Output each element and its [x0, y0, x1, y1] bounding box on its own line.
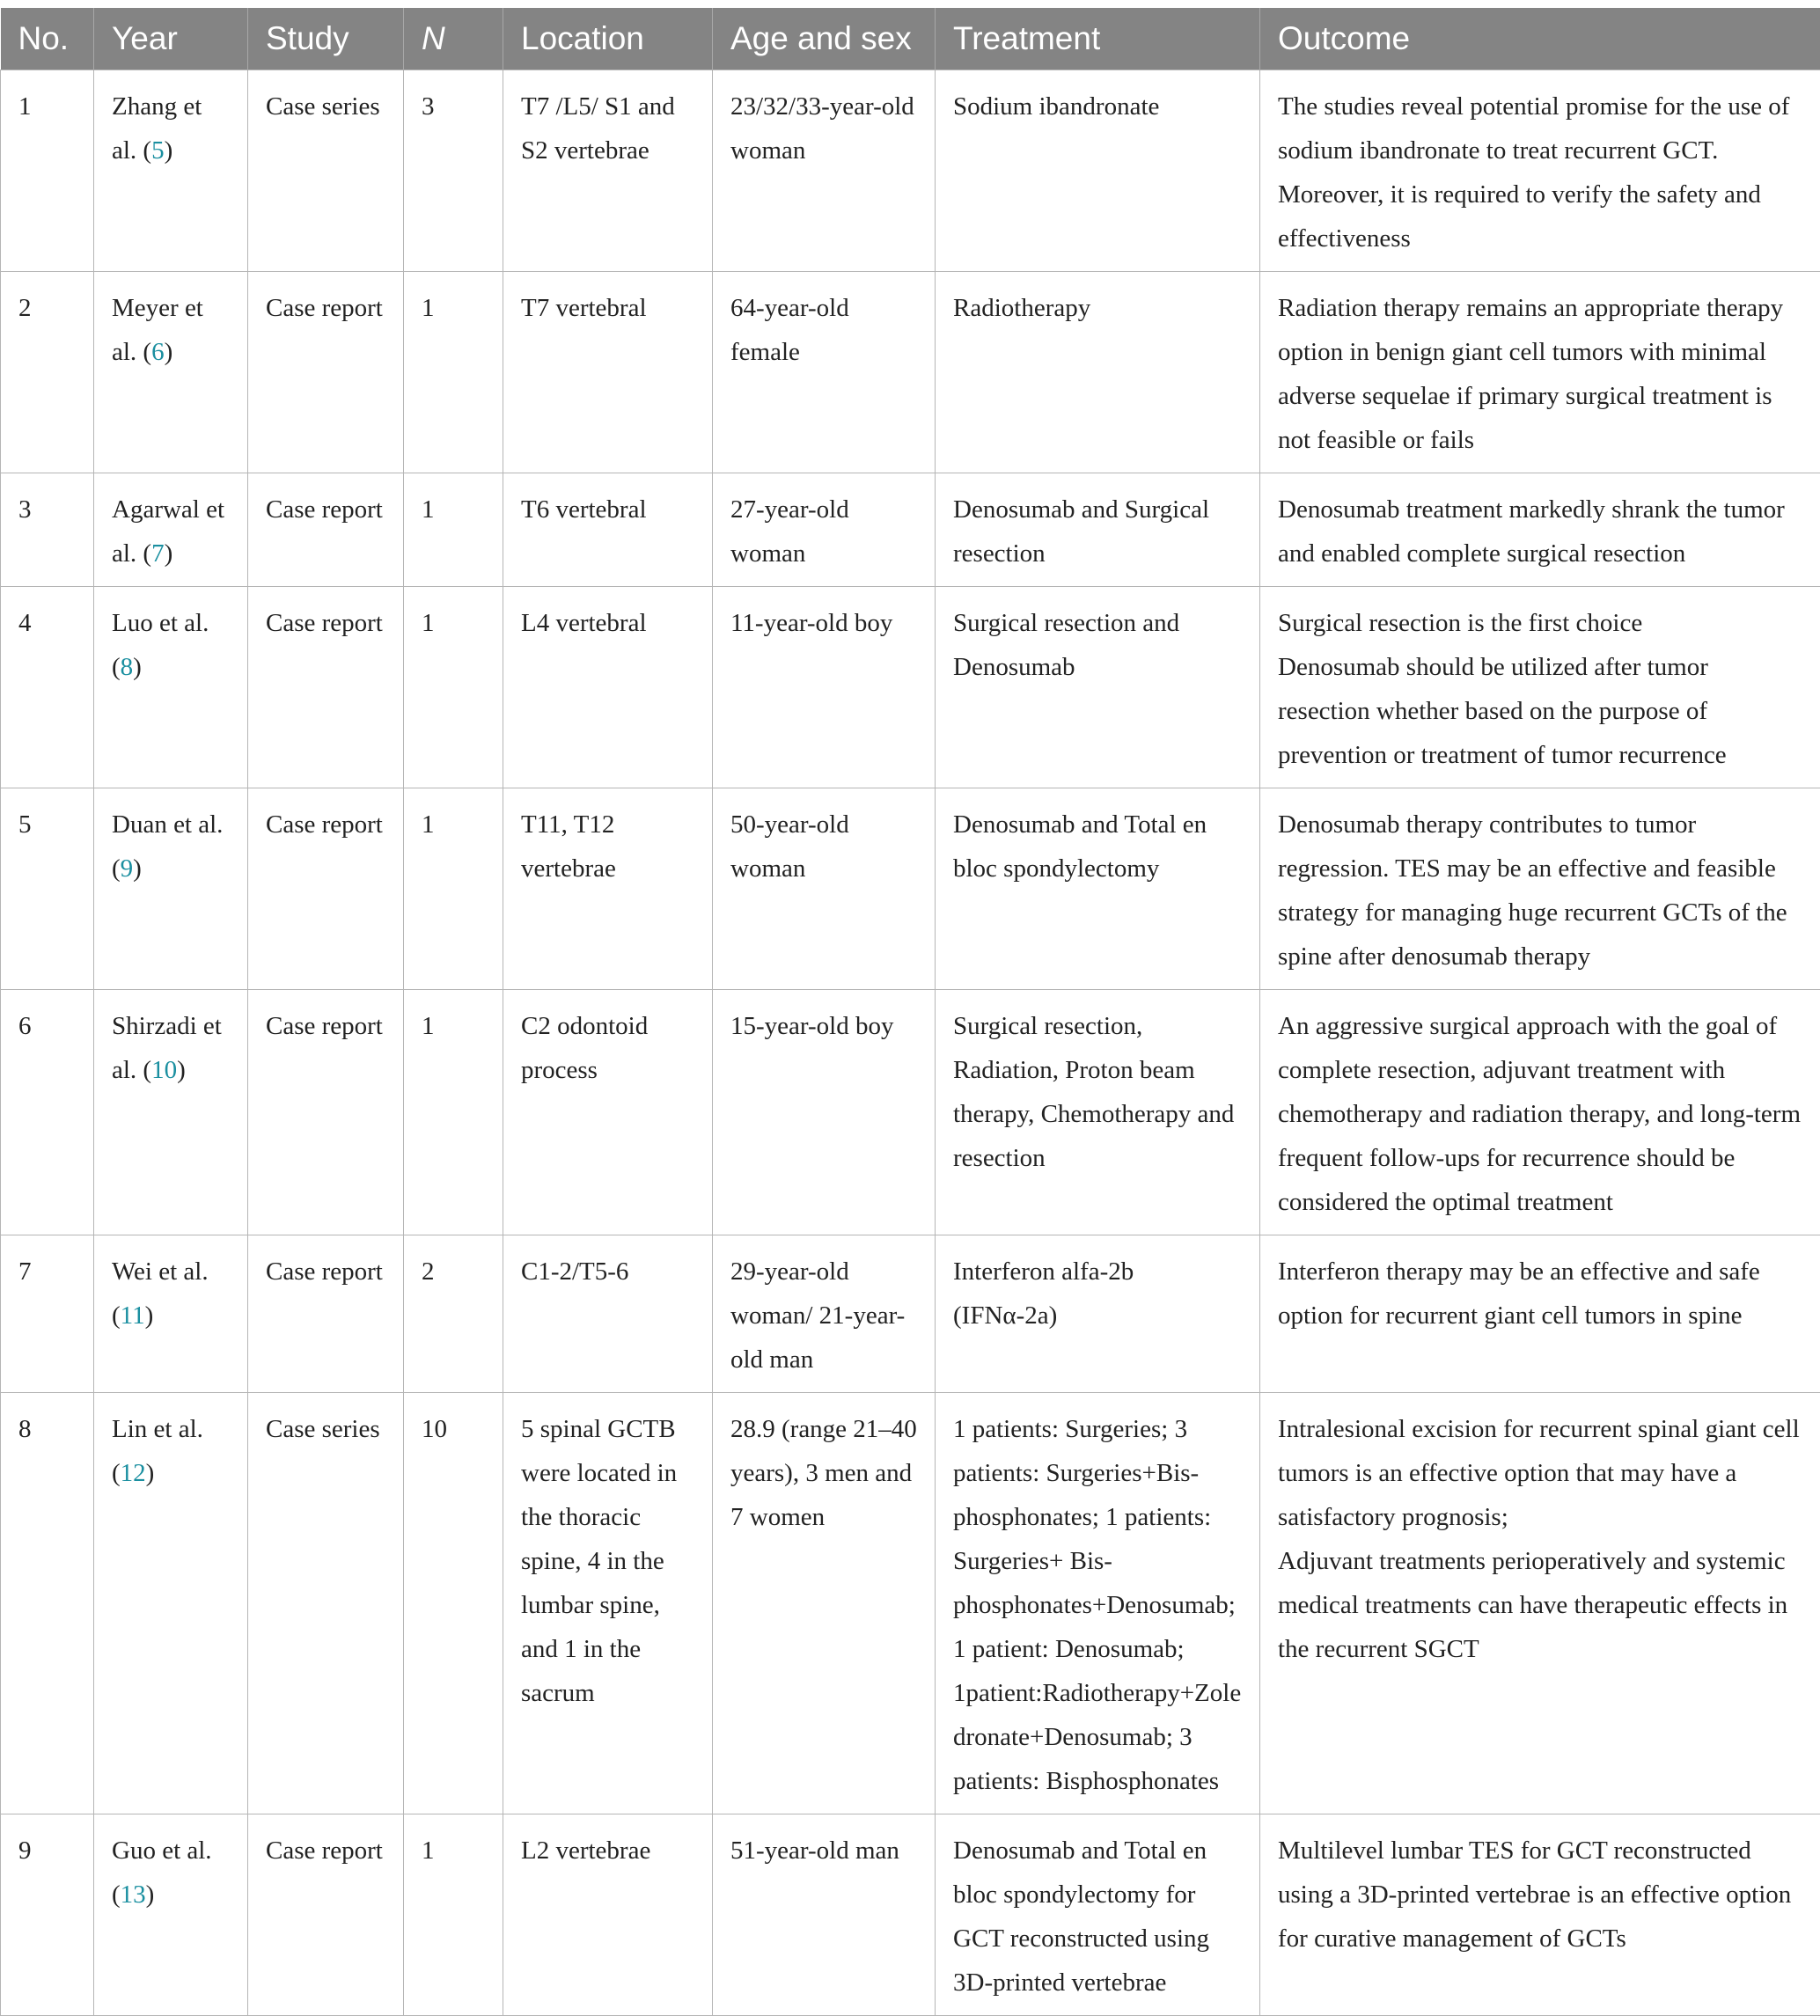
cell-no: 1: [1, 70, 94, 271]
author-name: Meyer: [112, 294, 179, 322]
author-etal: et al. (: [112, 294, 203, 366]
cell-outcome: [1260, 70, 1820, 271]
outcome-text: Radiation therapy remains an appropriate therapy option in benign giant cell tumors with minimal adverse sequelae if primary surgical treatment is not feasible or fails: [1278, 286, 1802, 462]
table-row: [1, 1392, 1820, 1814]
cell-treatment: Denosumab and Total en bloc spondylectomy for GCT reconstructed using 3D-printed vertebrae: [936, 1814, 1260, 2015]
author-close: ): [146, 1459, 155, 1487]
cell-treatment: Surgical resection and Denosumab: [936, 586, 1260, 788]
header-outcome: Outcome: [1260, 8, 1820, 70]
cell-study: Case report: [248, 473, 404, 586]
literature-table: [0, 8, 1820, 2016]
cell-treatment: Interferon alfa-2b (IFNα-2a): [936, 1235, 1260, 1392]
cell-n: 1: [404, 1814, 503, 2015]
cell-location: T7 vertebral: [503, 271, 713, 473]
cell-outcome: [1260, 1235, 1820, 1392]
author-etal: et al. (: [112, 92, 202, 165]
cell-location: L2 vertebrae: [503, 1814, 713, 2015]
cell-study: Case report: [248, 788, 404, 989]
reference-link[interactable]: 11: [121, 1301, 145, 1330]
cell-study: Case series: [248, 70, 404, 271]
reference-link[interactable]: 9: [121, 854, 134, 883]
cell-n: 1: [404, 586, 503, 788]
cell-no: 8: [1, 1392, 94, 1814]
cell-no: 9: [1, 1814, 94, 2015]
reference-link[interactable]: 6: [151, 338, 165, 366]
cell-location: T7 /L5/ S1 and S2 vertebrae: [503, 70, 713, 271]
cell-age-sex: 50-year-old woman: [713, 788, 936, 989]
cell-no: 2: [1, 271, 94, 473]
cell-age-sex: 64-year-old female: [713, 271, 936, 473]
cell-study: Case series: [248, 1392, 404, 1814]
header-study: Study: [248, 8, 404, 70]
cell-study: Case report: [248, 586, 404, 788]
reference-link[interactable]: 12: [121, 1459, 146, 1487]
author-etal: (: [112, 1301, 121, 1330]
reference-link[interactable]: 10: [151, 1056, 177, 1084]
cell-location: L4 vertebral: [503, 586, 713, 788]
cell-treatment: 1 patients: Surgeries; 3 patients: Surgeries+Bis-phosphonates; 1 patients: Surgeries+ Bis-phosphonates+Denosumab; 1 patient: Denosumab; 1patient:Radiotherapy+Zoledronate+Denosumab; 3 patients: Bisphosphonates: [936, 1392, 1260, 1814]
reference-link[interactable]: 7: [151, 539, 165, 568]
header-location: Location: [503, 8, 713, 70]
table-row: [1, 271, 1820, 473]
outcome-text: Multilevel lumbar TES for GCT reconstructed using a 3D-printed vertebrae is an effective option for curative management of GCTs: [1278, 1829, 1802, 1961]
cell-year: [94, 1814, 248, 2015]
table-header: [1, 8, 1820, 70]
cell-n: 2: [404, 1235, 503, 1392]
cell-year: [94, 788, 248, 989]
cell-age-sex: 29-year-old woman/ 21-year-old man: [713, 1235, 936, 1392]
author-name: Zhang: [112, 92, 177, 121]
author-etal: (: [112, 1880, 121, 1909]
cell-study: Case report: [248, 989, 404, 1235]
cell-outcome: [1260, 473, 1820, 586]
cell-n: 10: [404, 1392, 503, 1814]
cell-outcome: [1260, 1392, 1820, 1814]
outcome-text: Interferon therapy may be an effective and safe option for recurrent giant cell tumors in spine: [1278, 1250, 1802, 1338]
table-row: [1, 788, 1820, 989]
cell-year: [94, 989, 248, 1235]
author-close: ): [177, 1056, 186, 1084]
cell-year: [94, 271, 248, 473]
author-close: ): [133, 653, 142, 681]
outcome-text: Denosumab treatment markedly shrank the tumor and enabled complete surgical resection: [1278, 488, 1802, 575]
cell-outcome: [1260, 1814, 1820, 2015]
cell-location: T6 vertebral: [503, 473, 713, 586]
author-close: ): [165, 136, 173, 165]
cell-study: Case report: [248, 1235, 404, 1392]
author-close: ): [145, 1301, 154, 1330]
outcome-text: An aggressive surgical approach with the goal of complete resection, adjuvant treatment with chemotherapy and radiation therapy, and long-term frequent follow-ups for recurrence should be considered the optimal treatment: [1278, 1004, 1802, 1224]
author-name: Agarwal: [112, 495, 200, 524]
author-etal: (: [112, 653, 121, 681]
cell-no: 6: [1, 989, 94, 1235]
cell-n: 1: [404, 989, 503, 1235]
header-n: N: [404, 8, 503, 70]
cell-n: 1: [404, 473, 503, 586]
cell-age-sex: 11-year-old boy: [713, 586, 936, 788]
header-year: Year: [94, 8, 248, 70]
cell-treatment: Surgical resection, Radiation, Proton beam therapy, Chemotherapy and resection: [936, 989, 1260, 1235]
author-name: Wei et al.: [112, 1257, 209, 1286]
cell-outcome: [1260, 586, 1820, 788]
cell-treatment: Denosumab and Surgical resection: [936, 473, 1260, 586]
cell-n: 1: [404, 271, 503, 473]
author-etal: et al. (: [112, 1012, 222, 1084]
cell-n: 1: [404, 788, 503, 989]
cell-location: C2 odontoid process: [503, 989, 713, 1235]
cell-location: T11, T12 vertebrae: [503, 788, 713, 989]
cell-study: Case report: [248, 271, 404, 473]
header-no: No.: [1, 8, 94, 70]
author-close: ): [146, 1880, 155, 1909]
outcome-text: Adjuvant treatments perioperatively and systemic medical treatments can have therapeutic effects in the recurrent SGCT: [1278, 1539, 1802, 1671]
cell-outcome: [1260, 271, 1820, 473]
cell-n: 3: [404, 70, 503, 271]
author-name: Guo et al.: [112, 1836, 212, 1865]
cell-year: [94, 473, 248, 586]
cell-location: 5 spinal GCTB were located in the thoracic spine, 4 in the lumbar spine, and 1 in the sacrum: [503, 1392, 713, 1814]
author-close: ): [165, 539, 173, 568]
cell-age-sex: 27-year-old woman: [713, 473, 936, 586]
table-row: [1, 1235, 1820, 1392]
cell-no: 5: [1, 788, 94, 989]
table-row: [1, 473, 1820, 586]
author-etal: et al. (: [112, 495, 224, 568]
cell-treatment: Denosumab and Total en bloc spondylectomy: [936, 788, 1260, 989]
author-name: Luo et al.: [112, 609, 209, 637]
cell-no: 7: [1, 1235, 94, 1392]
outcome-text: Denosumab therapy contributes to tumor regression. TES may be an effective and feasible strategy for managing huge recurrent GCTs of the spine after denosumab therapy: [1278, 803, 1802, 979]
table-row: [1, 586, 1820, 788]
outcome-text: Denosumab should be utilized after tumor resection whether based on the purpose of prevention or treatment of tumor recurrence: [1278, 645, 1802, 777]
cell-no: 4: [1, 586, 94, 788]
cell-year: [94, 586, 248, 788]
cell-year: [94, 1392, 248, 1814]
table-row: [1, 70, 1820, 271]
author-close: ): [133, 854, 142, 883]
cell-no: 3: [1, 473, 94, 586]
outcome-text: Intralesional excision for recurrent spinal giant cell tumors is an effective option that may have a satisfactory prognosis;: [1278, 1407, 1802, 1539]
cell-treatment: Radiotherapy: [936, 271, 1260, 473]
header-age-sex: Age and sex: [713, 8, 936, 70]
reference-link[interactable]: 8: [121, 653, 134, 681]
cell-location: C1-2/T5-6: [503, 1235, 713, 1392]
cell-year: [94, 1235, 248, 1392]
reference-link[interactable]: 13: [121, 1880, 146, 1909]
cell-age-sex: 28.9 (range 21–40 years), 3 men and 7 women: [713, 1392, 936, 1814]
cell-age-sex: 15-year-old boy: [713, 989, 936, 1235]
author-name: Shirzadi: [112, 1012, 197, 1040]
author-name: Duan et al.: [112, 810, 223, 839]
reference-link[interactable]: 5: [151, 136, 165, 165]
cell-study: Case report: [248, 1814, 404, 2015]
author-etal: (: [112, 854, 121, 883]
cell-age-sex: 51-year-old man: [713, 1814, 936, 2015]
cell-outcome: [1260, 989, 1820, 1235]
header-treatment: Treatment: [936, 8, 1260, 70]
cell-treatment: Sodium ibandronate: [936, 70, 1260, 271]
header-row: [1, 8, 1820, 70]
outcome-text: Surgical resection is the first choice: [1278, 601, 1802, 645]
author-close: ): [165, 338, 173, 366]
table-body: [1, 70, 1820, 2015]
cell-year: [94, 70, 248, 271]
outcome-text: The studies reveal potential promise for the use of sodium ibandronate to treat recurrent GCT. Moreover, it is required to verify the safety and effectiveness: [1278, 84, 1802, 260]
table-row: [1, 989, 1820, 1235]
table-row: [1, 1814, 1820, 2015]
author-name: Lin et al.: [112, 1415, 203, 1443]
author-etal: (: [112, 1459, 121, 1487]
cell-age-sex: 23/32/33-year-old woman: [713, 70, 936, 271]
cell-outcome: [1260, 788, 1820, 989]
